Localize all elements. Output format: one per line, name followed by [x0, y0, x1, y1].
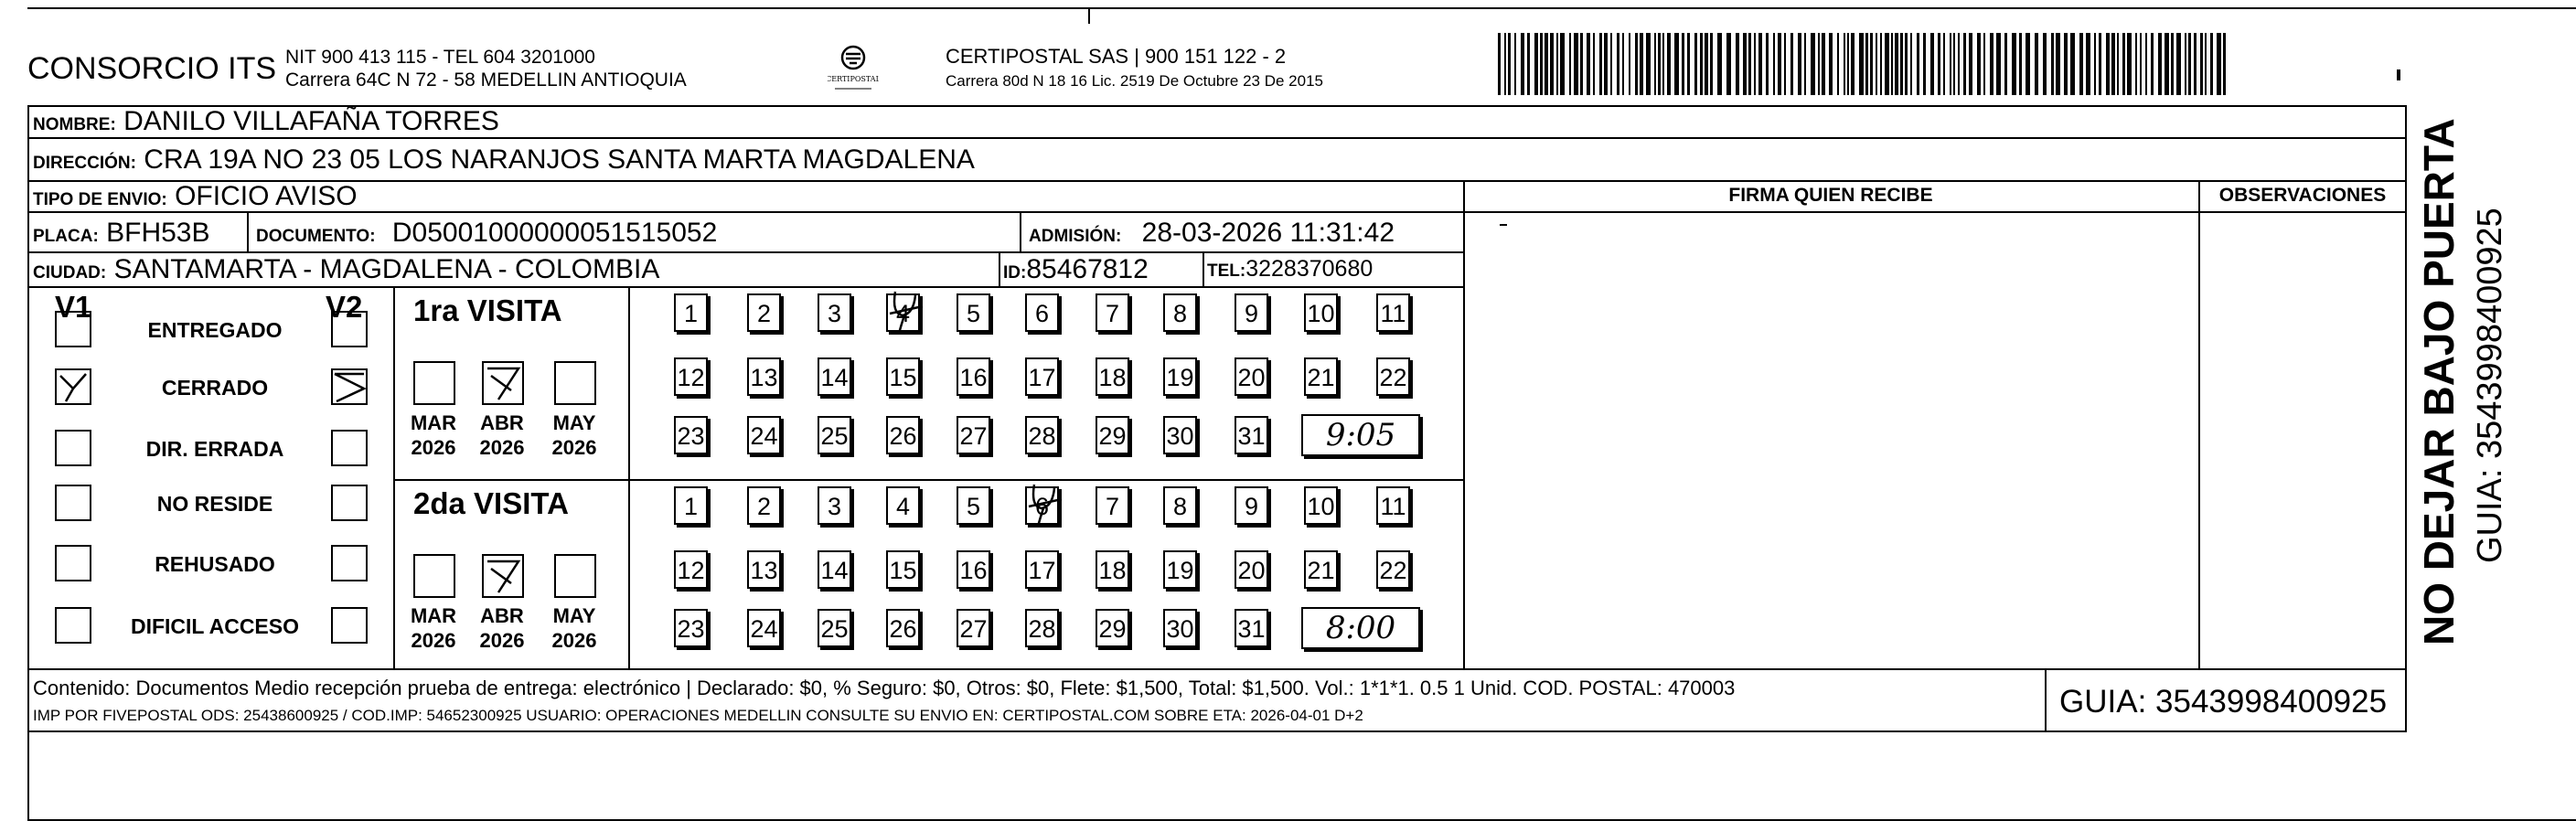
v2-label: V2	[326, 290, 363, 324]
day-box[interactable]: 31	[1235, 416, 1268, 454]
barcode-bar	[1969, 33, 1972, 95]
day-box[interactable]: 20	[1235, 357, 1268, 396]
barcode-image	[1498, 33, 2229, 95]
day-box[interactable]: 28	[1025, 416, 1059, 454]
day-box[interactable]: 12	[674, 550, 708, 589]
barcode-bar	[1560, 33, 1565, 95]
v1-checkbox[interactable]	[55, 311, 91, 347]
visit-separator	[393, 479, 1463, 481]
direccion-label: DIRECCIÓN:	[33, 154, 136, 173]
barcode-bar	[1880, 33, 1882, 95]
barcode-bar	[1938, 33, 1940, 95]
envelope-outline	[27, 732, 2576, 821]
barcode-bar	[2012, 33, 2016, 95]
handwritten-day-mark	[882, 286, 928, 341]
barcode-bar	[2164, 33, 2169, 95]
day-box[interactable]: 19	[1163, 357, 1197, 396]
corner-tick	[1088, 7, 1090, 24]
barcode-bar	[1508, 33, 1511, 95]
barcode-bar	[1900, 33, 1903, 95]
day-box[interactable]: 13	[747, 357, 781, 396]
barcode-bar	[1983, 33, 1985, 95]
day-box[interactable]: 10	[1304, 486, 1338, 525]
visit-title: 2da VISITA	[413, 486, 569, 520]
barcode-bar	[1837, 33, 1839, 95]
barcode-bar	[1545, 33, 1548, 95]
barcode-bar	[2099, 33, 2101, 95]
barcode-bar	[2127, 33, 2132, 95]
year-label: 2026	[551, 436, 597, 459]
handwritten-time-box[interactable]	[1301, 607, 1420, 649]
visit-title: 1ra VISITA	[413, 293, 562, 327]
certipostal-logo	[828, 41, 879, 96]
barcode-bar	[1766, 33, 1769, 95]
barcode-bar	[2176, 33, 2181, 95]
day-box[interactable]: 20	[1235, 550, 1268, 589]
day-box[interactable]: 30	[1163, 609, 1197, 647]
barcode-bar	[1891, 33, 1893, 95]
barcode-bar	[1504, 33, 1506, 95]
day-box[interactable]: 9	[1235, 293, 1268, 332]
firma-header: FIRMA QUIEN RECIBE	[1728, 185, 1933, 206]
barcode-bar	[1610, 33, 1612, 95]
v2-checkbox[interactable]	[331, 607, 368, 644]
admision-row	[1029, 218, 1395, 249]
day-box[interactable]: 30	[1163, 416, 1197, 454]
day-box[interactable]: 7	[1096, 486, 1129, 525]
year-label: 2026	[411, 436, 456, 459]
barcode	[1498, 33, 2229, 95]
day-box[interactable]: 9	[1235, 486, 1268, 525]
sender-name: CONSORCIO ITS	[27, 51, 277, 86]
barcode-bar	[2086, 33, 2090, 95]
barcode-bar	[1682, 33, 1684, 95]
day-box[interactable]: 7	[1096, 293, 1129, 332]
barcode-bar	[1958, 33, 1960, 95]
placa-value: BFH53B	[106, 218, 210, 248]
sender-nit: NIT 900 413 115 - TEL 604 3201000	[285, 47, 595, 68]
barcode-bar	[1847, 33, 1849, 95]
tel-row	[1207, 256, 1373, 283]
status-option-label: DIFICIL ACCESO	[130, 614, 299, 638]
month-label: ABR	[480, 411, 524, 434]
day-box[interactable]: 14	[818, 550, 851, 589]
rule-footer	[27, 668, 2407, 670]
day-box[interactable]: 10	[1304, 293, 1338, 332]
month-label: MAR	[410, 604, 457, 627]
year-label: 2026	[411, 629, 456, 652]
barcode-bar	[1635, 33, 1638, 95]
barcode-bar	[1658, 33, 1661, 95]
day-box[interactable]: 17	[1025, 550, 1059, 589]
day-box[interactable]: 27	[957, 609, 990, 647]
day-box[interactable]: 4	[886, 293, 920, 332]
barcode-bar	[1996, 33, 2001, 95]
status-option-label: ENTREGADO	[147, 318, 283, 342]
day-box[interactable]: 27	[957, 416, 990, 454]
barcode-bar	[1521, 33, 1524, 95]
status-option-label: CERRADO	[161, 376, 269, 400]
rule-nombre	[27, 137, 2407, 139]
barcode-bar	[1604, 33, 1608, 95]
observaciones-left-line	[2198, 180, 2200, 668]
day-box[interactable]: 25	[818, 609, 851, 647]
day-box[interactable]: 5	[957, 293, 990, 332]
barcode-bar	[2185, 33, 2186, 95]
barcode-bar	[1859, 33, 1864, 95]
barcode-bar	[1851, 33, 1855, 95]
day-box[interactable]: 21	[1304, 550, 1338, 589]
day-box[interactable]: 26	[886, 416, 920, 454]
placa-row	[33, 218, 210, 249]
barcode-bar	[1574, 33, 1578, 95]
barcode-bar	[2122, 33, 2125, 95]
nombre-value: DANILO VILLAFAÑA TORRES	[123, 106, 499, 136]
barcode-bar	[2117, 33, 2119, 95]
barcode-bar	[1617, 33, 1619, 95]
day-box[interactable]: 8	[1163, 293, 1197, 332]
year-label: 2026	[479, 436, 525, 459]
rule-placa	[27, 251, 1463, 253]
id-value: 85467812	[1026, 254, 1149, 284]
side-guia: GUIA: 3543998400925	[2471, 208, 2509, 563]
barcode-bar	[2019, 33, 2022, 95]
tel-value: 3228370680	[1245, 256, 1374, 282]
barcode-bar	[2043, 33, 2047, 95]
day-box[interactable]: 31	[1235, 609, 1268, 647]
barcode-bar	[1818, 33, 1820, 95]
day-box[interactable]: 12	[674, 357, 708, 396]
barcode-bar	[2004, 33, 2007, 95]
barcode-bar	[1717, 33, 1722, 95]
barcode-bar	[1514, 33, 1516, 95]
placa-label: PLACA:	[33, 227, 99, 246]
side-warning: NO DEJAR BAJO PUERTA	[2415, 118, 2463, 645]
barcode-bar	[1654, 33, 1656, 95]
documento-label: DOCUMENTO:	[256, 227, 376, 246]
barcode-bar	[2070, 33, 2075, 95]
barcode-bar	[1773, 33, 1775, 95]
rule-ciudad	[27, 286, 1463, 288]
barcode-bar	[1811, 33, 1815, 95]
barcode-bar	[1963, 33, 1966, 95]
barcode-bar	[1822, 33, 1825, 95]
barcode-bar	[2145, 33, 2147, 95]
direccion-row	[33, 144, 975, 176]
rule-direccion	[27, 180, 2407, 182]
barcode-bar	[1743, 33, 1747, 95]
barcode-bar	[2194, 33, 2197, 95]
handwritten-time-box[interactable]	[1301, 414, 1420, 456]
tipo-label: TIPO DE ENVIO:	[33, 190, 167, 209]
barcode-bar	[2106, 33, 2110, 95]
day-box[interactable]: 16	[957, 550, 990, 589]
month-label: ABR	[480, 604, 524, 627]
day-box[interactable]: 4	[886, 486, 920, 525]
day-box[interactable]: 18	[1096, 550, 1129, 589]
firma-left-line	[1463, 180, 1465, 668]
status-option-label: DIR. ERRADA	[145, 437, 284, 461]
ciudad-row	[33, 254, 659, 285]
v2-checkbox[interactable]	[331, 311, 368, 347]
barcode-bar	[1930, 33, 1934, 95]
nombre-label: NOMBRE:	[33, 115, 116, 134]
day-box[interactable]: 13	[747, 550, 781, 589]
month-label: MAY	[552, 411, 596, 434]
barcode-bar	[1778, 33, 1781, 95]
month-checkbox[interactable]	[413, 554, 455, 598]
admision-divider	[1020, 211, 1021, 251]
day-box[interactable]: 18	[1096, 357, 1129, 396]
courier-name: CERTIPOSTAL SAS | 900 151 122 - 2	[946, 45, 1287, 68]
barcode-bar	[2140, 33, 2142, 95]
month-checkbox[interactable]	[554, 361, 596, 405]
day-box[interactable]: 11	[1376, 293, 1410, 332]
month-checkbox[interactable]	[482, 361, 524, 405]
day-box[interactable]: 19	[1163, 550, 1197, 589]
v2-checkbox[interactable]	[331, 368, 368, 405]
top-rule	[27, 7, 2576, 9]
barcode-bar	[2171, 33, 2174, 95]
id-divider	[999, 251, 1000, 286]
day-box[interactable]: 3	[818, 486, 851, 525]
day-box[interactable]: 25	[818, 416, 851, 454]
barcode-bar	[2026, 33, 2030, 95]
barcode-bar	[2151, 33, 2154, 95]
month-checkbox[interactable]	[413, 361, 455, 405]
v1-checkbox[interactable]	[55, 485, 91, 521]
status-option-label: NO RESIDE	[156, 492, 273, 516]
barcode-bar	[1917, 33, 1919, 95]
footer-contenido: Contenido: Documentos Medio recepción prueba de entrega: electrónico | Declarado: $0, % Seguro: $0, Otros: $0, Flete: $1,500, Total: $1,500. Vol.: 1*1*1. 0.5 1 Unid. COD. POSTAL: 470003	[33, 677, 1736, 699]
barcode-bar	[1748, 33, 1751, 95]
barcode-bar	[1662, 33, 1664, 95]
day-box[interactable]: 1	[674, 486, 708, 525]
barcode-bar	[1587, 33, 1590, 95]
barcode-bar	[1534, 33, 1538, 95]
day-box[interactable]: 23	[674, 609, 708, 647]
barcode-bar	[1569, 33, 1571, 95]
observaciones-header: OBSERVACIONES	[2218, 185, 2387, 206]
barcode-bar	[1599, 33, 1602, 95]
tipo-value: OFICIO AVISO	[175, 181, 358, 211]
v2-checkbox[interactable]	[331, 485, 368, 521]
status-option-label: REHUSADO	[155, 552, 275, 576]
barcode-bar	[1580, 33, 1583, 95]
firma-stray-mark	[1500, 224, 1507, 226]
day-box[interactable]: 11	[1376, 486, 1410, 525]
barcode-bar	[1895, 33, 1898, 95]
tel-divider	[1202, 251, 1204, 286]
barcode-bar	[1498, 33, 1501, 95]
direccion-value: CRA 19A NO 23 05 LOS NARANJOS SANTA MARTA MAGDALENA	[144, 144, 975, 175]
month-checkbox[interactable]	[482, 554, 524, 598]
day-box[interactable]: 6	[1025, 486, 1059, 525]
barcode-bar	[1865, 33, 1868, 95]
barcode-bar	[2158, 33, 2162, 95]
ciudad-value: SANTAMARTA - MAGDALENA - COLOMBIA	[113, 254, 660, 284]
barcode-bar	[1754, 33, 1756, 95]
barcode-bar	[1905, 33, 1908, 95]
barcode-bar	[2188, 33, 2191, 95]
barcode-bar	[2111, 33, 2115, 95]
day-box[interactable]: 24	[747, 416, 781, 454]
status-divider	[393, 286, 395, 668]
barcode-bar	[1943, 33, 1945, 95]
barcode-tick	[2397, 69, 2400, 80]
day-box[interactable]: 15	[886, 550, 920, 589]
day-box[interactable]: 21	[1304, 357, 1338, 396]
month-checkbox[interactable]	[554, 554, 596, 598]
barcode-bar	[1953, 33, 1955, 95]
month-label: MAY	[552, 604, 596, 627]
barcode-bar	[1790, 33, 1793, 95]
barcode-bar	[1726, 33, 1731, 95]
barcode-bar	[2205, 33, 2207, 95]
barcode-bar	[2223, 33, 2226, 95]
barcode-bar	[1736, 33, 1739, 95]
day-box[interactable]: 17	[1025, 357, 1059, 396]
v1-checkbox[interactable]	[55, 368, 91, 405]
v2-checkbox[interactable]	[331, 545, 368, 581]
day-box[interactable]: 26	[886, 609, 920, 647]
barcode-bar	[1758, 33, 1762, 95]
day-box[interactable]: 2	[747, 293, 781, 332]
firma-header-rule	[1463, 211, 2407, 213]
documento-row	[256, 218, 717, 249]
barcode-bar	[1629, 33, 1630, 95]
barcode-bar	[2056, 33, 2060, 95]
visit-divider	[628, 286, 630, 668]
certipostal-logo-icon	[828, 41, 879, 96]
barcode-bar	[2051, 33, 2054, 95]
tel-label: TEL:	[1207, 261, 1246, 281]
barcode-bar	[2064, 33, 2068, 95]
barcode-bar	[1622, 33, 1624, 95]
v1-checkbox[interactable]	[55, 607, 91, 644]
barcode-bar	[1844, 33, 1845, 95]
barcode-bar	[1710, 33, 1713, 95]
barcode-bar	[2135, 33, 2137, 95]
admision-value: 28-03-2026 11:31:42	[1141, 218, 1395, 248]
id-label: ID:	[1003, 263, 1027, 283]
day-box[interactable]: 6	[1025, 293, 1059, 332]
year-label: 2026	[479, 629, 525, 652]
v1-checkbox[interactable]	[55, 545, 91, 581]
day-box[interactable]: 3	[818, 293, 851, 332]
month-label: MAR	[410, 411, 457, 434]
v1-checkbox[interactable]	[55, 430, 91, 466]
tipo-row	[33, 181, 358, 212]
barcode-bar	[1527, 33, 1530, 95]
barcode-bar	[1556, 33, 1558, 95]
day-box[interactable]: 14	[818, 357, 851, 396]
documento-value: D05001000000051515052	[391, 218, 718, 248]
day-box[interactable]: 22	[1376, 357, 1410, 396]
v2-checkbox[interactable]	[331, 430, 368, 466]
handwritten-time: 9:05	[1325, 417, 1396, 453]
barcode-bar	[1798, 33, 1801, 95]
id-row	[1003, 254, 1149, 285]
barcode-bar	[1550, 33, 1554, 95]
courier-address: Carrera 80d N 18 16 Lic. 2519 De Octubre 23 De 2015	[946, 72, 1323, 90]
nombre-row	[33, 106, 499, 137]
barcode-bar	[1674, 33, 1679, 95]
admision-label: ADMISIÓN:	[1029, 227, 1122, 246]
barcode-bar	[1646, 33, 1651, 95]
barcode-bar	[1700, 33, 1703, 95]
barcode-bar	[1784, 33, 1786, 95]
barcode-bar	[1910, 33, 1912, 95]
barcode-bar	[2210, 33, 2213, 95]
day-box[interactable]: 1	[674, 293, 708, 332]
day-box[interactable]: 8	[1163, 486, 1197, 525]
barcode-bar	[1593, 33, 1595, 95]
placa-divider	[247, 211, 249, 251]
barcode-bar	[1977, 33, 1981, 95]
day-box[interactable]: 28	[1025, 609, 1059, 647]
barcode-bar	[1876, 33, 1877, 95]
day-box[interactable]: 29	[1096, 416, 1129, 454]
footer-guia-divider	[2045, 668, 2047, 732]
svg-text:CERTIPOSTAL: CERTIPOSTAL	[828, 75, 879, 83]
day-box[interactable]: 29	[1096, 609, 1129, 647]
barcode-bar	[1829, 33, 1833, 95]
barcode-bar	[1870, 33, 1873, 95]
barcode-bar	[1667, 33, 1671, 95]
ciudad-label: CIUDAD:	[33, 263, 107, 283]
barcode-bar	[1990, 33, 1993, 95]
barcode-bar	[2217, 33, 2221, 95]
barcode-bar	[1923, 33, 1926, 95]
footer-guia: GUIA: 3543998400925	[2059, 684, 2388, 720]
barcode-bar	[1804, 33, 1806, 95]
day-box[interactable]: 5	[957, 486, 990, 525]
day-box[interactable]: 22	[1376, 550, 1410, 589]
handwritten-day-mark	[1021, 479, 1067, 534]
v1-label: V1	[55, 290, 92, 324]
barcode-bar	[1694, 33, 1697, 95]
barcode-bar	[2094, 33, 2096, 95]
barcode-bar	[2035, 33, 2038, 95]
sender-address: Carrera 64C N 72 - 58 MEDELLIN ANTIOQUIA	[285, 69, 687, 91]
barcode-bar	[1950, 33, 1951, 95]
barcode-bar	[2079, 33, 2083, 95]
day-box[interactable]: 2	[747, 486, 781, 525]
barcode-bar	[2200, 33, 2203, 95]
day-box[interactable]: 16	[957, 357, 990, 396]
barcode-bar	[1540, 33, 1543, 95]
barcode-bar	[1687, 33, 1690, 95]
year-label: 2026	[551, 629, 597, 652]
barcode-bar	[1640, 33, 1643, 95]
handwritten-time: 8:00	[1325, 610, 1396, 646]
footer-imp: IMP POR FIVEPOSTAL ODS: 25438600925 / COD.IMP: 54652300925 USUARIO: OPERACIONES MEDELLIN CONSULTE SU ENVIO EN: CERTIPOSTAL.COM SOBRE ETA: 2026-04-01 D+2	[33, 707, 1363, 724]
day-box[interactable]: 24	[747, 609, 781, 647]
barcode-bar	[1705, 33, 1708, 95]
day-box[interactable]: 23	[674, 416, 708, 454]
day-box[interactable]: 15	[886, 357, 920, 396]
barcode-bar	[1885, 33, 1889, 95]
